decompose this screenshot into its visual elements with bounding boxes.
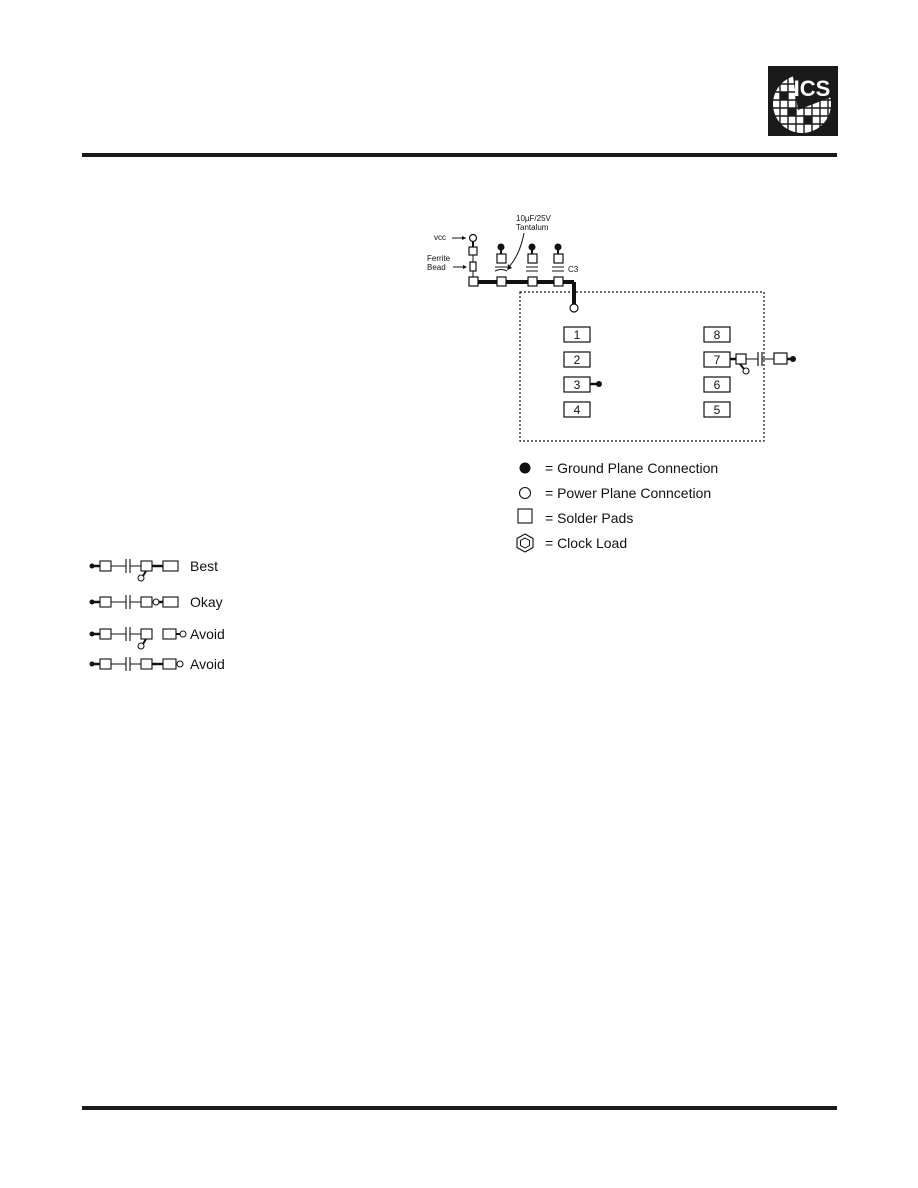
capacitor-2 [526,244,538,287]
pin-5 [704,402,730,417]
pin-4 [564,402,590,417]
pin-8-label: 8 [713,328,721,342]
pin-7 [704,352,796,374]
legend [517,460,718,552]
capacitor-3 [552,244,564,287]
rating-okay: Okay [190,594,223,610]
power-via-icon [743,368,749,374]
solder-pad-icon [469,277,478,286]
legend-pads: = Solder Pads [545,510,634,526]
layout-avoid-2 [90,656,225,672]
ferrite-label-2: Bead [427,263,446,272]
pin-2-label: 2 [573,353,581,367]
pin-1 [564,327,590,342]
pin-3 [564,377,602,392]
logo-text: ICS [793,76,831,101]
legend-ground: = Ground Plane Connection [545,460,719,476]
cap-label-2: Tantalum [516,223,549,232]
cap-label-1: 10µF/25V [516,214,551,223]
square-pad-icon [518,509,532,523]
pin-4-label: 4 [573,403,581,417]
pin-1-label: 1 [573,328,581,342]
open-circle-icon [520,488,531,499]
rating-avoid-2: Avoid [190,656,225,672]
hexagon-icon [517,534,533,552]
c3-label: C3 [568,265,579,274]
vcc-pad-icon [469,247,477,255]
legend-power: = Power Plane Conncetion [545,485,712,501]
capacitor-1 [495,244,507,287]
power-via-icon [570,304,578,312]
ground-via-icon [596,381,602,387]
vcc-connection-icon [470,235,477,242]
pin-2 [564,352,590,367]
rating-best: Best [190,558,219,574]
pin-6 [704,377,730,392]
ferrite-label-1: Ferrite [427,254,451,263]
legend-clock: = Clock Load [545,535,628,551]
pin-8 [704,327,730,342]
rating-avoid-1: Avoid [190,626,225,642]
pin-5-label: 5 [713,403,721,417]
filled-circle-icon [520,463,531,474]
layout-okay [90,594,223,610]
ground-via-icon [790,356,796,362]
pin-7-label: 7 [713,353,721,367]
vcc-label: vcc [434,233,446,242]
layout-best [90,558,219,581]
layout-avoid-1 [90,626,225,649]
ferrite-bead-icon [470,262,476,271]
pin-3-label: 3 [573,378,581,392]
pin-6-label: 6 [713,378,721,392]
